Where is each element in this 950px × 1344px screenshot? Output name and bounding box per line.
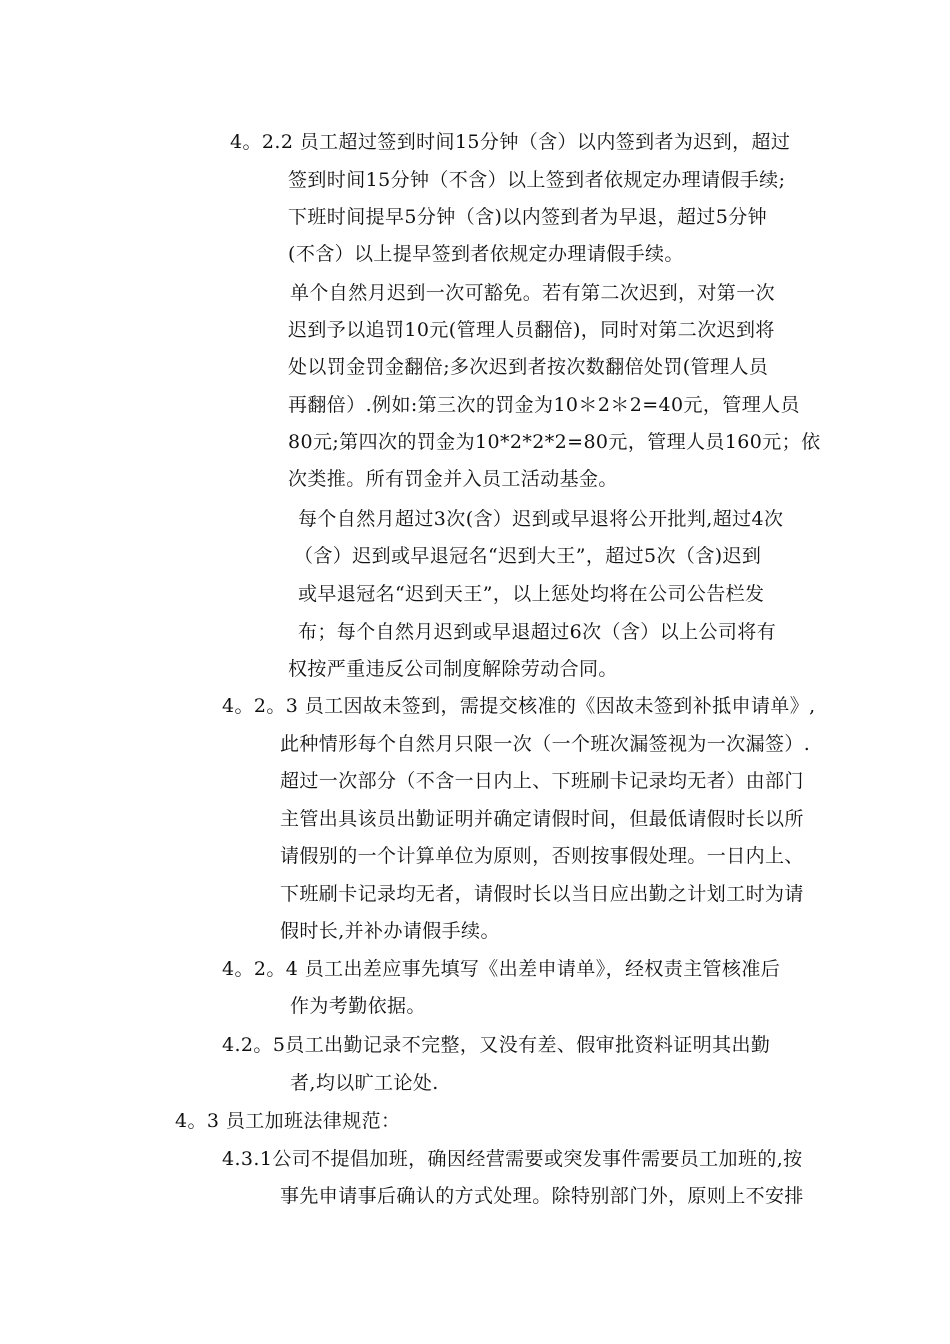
text-line: 此种情形每个自然月只限一次（一个班次漏签视为一次漏签）. (280, 733, 811, 755)
text-line: 权按严重违反公司制度解除劳动合同。 (288, 658, 618, 680)
text-line: 4.3.1公司不提倡加班，确因经营需要或突发事件需要员工加班的,按 (222, 1148, 803, 1170)
text-line: 作为考勤依据。 (290, 995, 426, 1017)
text-line: 4。2。3 员工因故未签到，需提交核准的《因故未签到补抵申请单》, (222, 695, 816, 717)
text-line: 者,均以旷工论处. (290, 1072, 439, 1094)
text-line: 主管出具该员出勤证明并确定请假时间，但最低请假时长以所 (280, 808, 804, 830)
text-line: 每个自然月超过3次(含）迟到或早退将公开批判,超过4次 (298, 508, 784, 530)
text-line: 超过一次部分（不含一日内上、下班刷卡记录均无者）由部门 (280, 770, 804, 792)
text-line: 签到时间15分钟（不含）以上签到者依规定办理请假手续; (288, 169, 786, 191)
text-line: 迟到予以追罚10元(管理人员翻倍)，同时对第二次迟到将 (288, 319, 775, 341)
text-line: 或早退冠名“迟到天王”，以上惩处均将在公司公告栏发 (298, 583, 765, 605)
section-heading: 4。3 员工加班法律规范： (175, 1110, 401, 1132)
text-line: 下班刷卡记录均无者，请假时长以当日应出勤之计划工时为请 (280, 883, 804, 905)
text-line: 请假别的一个计算单位为原则，否则按事假处理。一日内上、 (280, 845, 804, 867)
text-line: 事先申请事后确认的方式处理。除特别部门外，原则上不安排 (280, 1185, 804, 1207)
text-line: 布；每个自然月迟到或早退超过6次（含）以上公司将有 (298, 621, 777, 643)
text-line: 次类推。所有罚金并入员工活动基金。 (288, 468, 618, 490)
text-line: 80元;第四次的罚金为10*2*2*2=80元，管理人员160元；依 (288, 431, 821, 453)
text-line: (不含）以上提早签到者依规定办理请假手续。 (288, 243, 684, 265)
text-line: 4。2.2 员工超过签到时间15分钟（含）以内签到者为迟到，超过 (230, 131, 791, 153)
text-line: （含）迟到或早退冠名“迟到大王”，超过5次（含)迟到 (294, 545, 762, 567)
text-line: 下班时间提早5分钟（含)以内签到者为早退，超过5分钟 (288, 206, 767, 228)
text-line: 再翻倍）.例如:第三次的罚金为10＊2＊2=40元，管理人员 (288, 394, 800, 416)
text-line: 单个自然月迟到一次可豁免。若有第二次迟到，对第一次 (290, 282, 776, 304)
text-line: 4.2。5员工出勤记录不完整，又没有差、假审批资料证明其出勤 (222, 1034, 771, 1056)
text-line: 4。2。4 员工出差应事先填写《出差申请单》，经权责主管核准后 (222, 958, 781, 980)
text-line: 处以罚金罚金翻倍;多次迟到者按次数翻倍处罚(管理人员 (288, 356, 769, 378)
text-line: 假时长,并补办请假手续。 (280, 920, 500, 942)
